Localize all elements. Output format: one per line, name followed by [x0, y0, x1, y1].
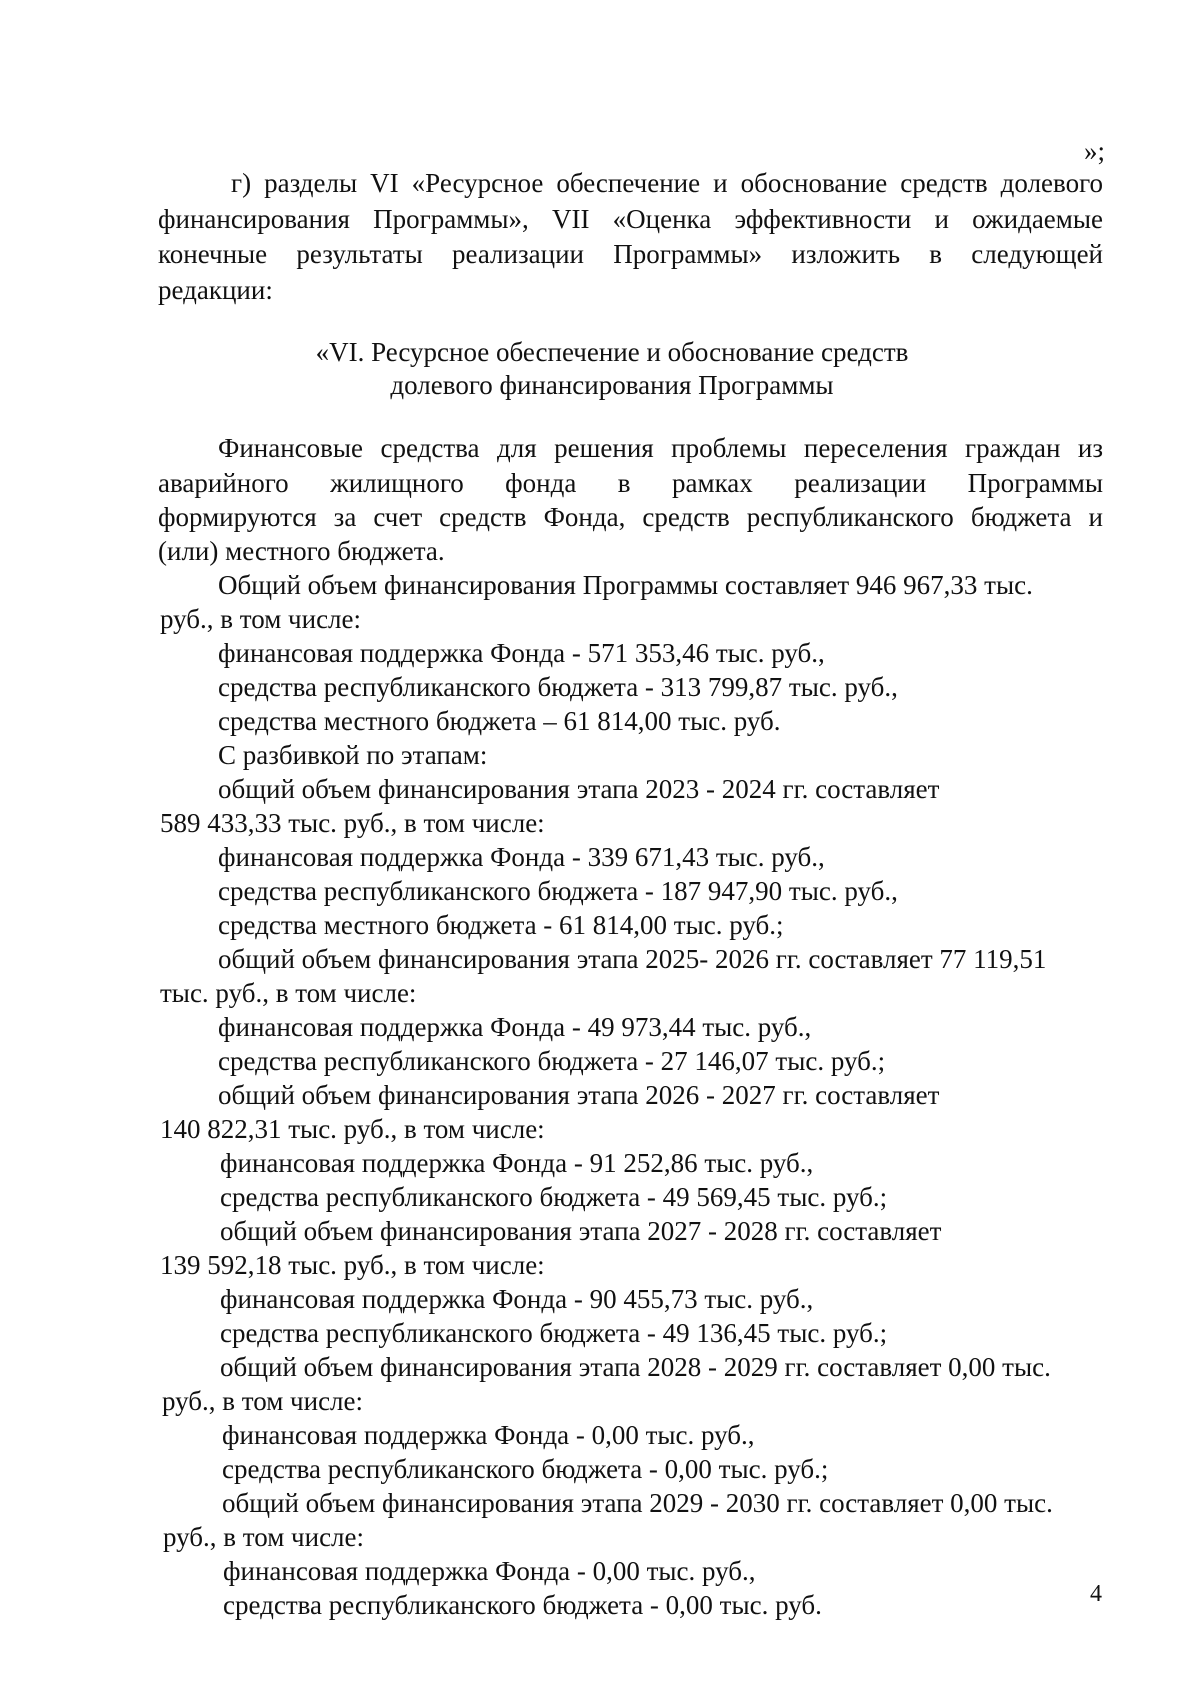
section-heading-line-1: «VI. Ресурсное обеспечение и обоснование средств: [315, 337, 909, 367]
body-line: средства республиканского бюджета - 49 569,45 тыс. руб.;: [220, 1182, 888, 1212]
intro-line: г) разделы VI «Ресурсное обеспечение и обоснование средств долевого: [231, 168, 1103, 198]
body-line: руб., в том числе:: [163, 1522, 365, 1552]
paragraph-line: Финансовые средства для решения проблемы переселения граждан из: [218, 433, 1103, 463]
body-line: финансовая поддержка Фонда - 339 671,43 тыс. руб.,: [218, 842, 825, 872]
stage-line: общий объем финансирования этапа 2023 - 2024 гг. составляет: [218, 774, 940, 804]
stage-line: общий объем финансирования этапа 2025- 2026 гг. составляет 77 119,51: [218, 944, 1047, 974]
body-line: средства местного бюджета - 61 814,00 тыс. руб.;: [218, 910, 784, 940]
body-line: финансовая поддержка Фонда - 571 353,46 тыс. руб.,: [218, 638, 825, 668]
body-line: средства республиканского бюджета - 313 799,87 тыс. руб.,: [218, 672, 898, 702]
body-line: средства местного бюджета – 61 814,00 тыс. руб.: [218, 706, 781, 736]
body-line: руб., в том числе:: [160, 604, 362, 634]
body-line: средства республиканского бюджета - 0,00 тыс. руб.: [223, 1590, 822, 1620]
paragraph-line: формируются за счет средств Фонда, средств республиканского бюджета и: [158, 502, 1103, 532]
intro-line: редакции:: [158, 275, 273, 305]
stage-line: общий объем финансирования этапа 2027 - 2028 гг. составляет: [220, 1216, 942, 1246]
body-line: руб., в том числе:: [162, 1386, 364, 1416]
paragraph-line: аварийного жилищного фонда в рамках реализации Программы: [158, 468, 1103, 498]
page-number: 4: [1090, 1581, 1102, 1607]
body-line: финансовая поддержка Фонда - 0,00 тыс. руб.,: [223, 1556, 756, 1586]
body-line: финансовая поддержка Фонда - 0,00 тыс. руб.,: [222, 1420, 755, 1450]
body-line: средства республиканского бюджета - 187 947,90 тыс. руб.,: [218, 876, 898, 906]
intro-line: конечные результаты реализации Программы» изложить в следующей: [158, 239, 1103, 269]
body-line: 139 592,18 тыс. руб., в том числе:: [160, 1250, 545, 1280]
body-line: 589 433,33 тыс. руб., в том числе:: [160, 808, 545, 838]
body-line: 140 822,31 тыс. руб., в том числе:: [160, 1114, 545, 1144]
body-line: средства республиканского бюджета - 0,00 тыс. руб.;: [222, 1454, 829, 1484]
body-line: финансовая поддержка Фонда - 49 973,44 тыс. руб.,: [218, 1012, 812, 1042]
closing-quote-mark: »;: [1083, 136, 1105, 166]
stage-line: общий объем финансирования этапа 2028 - 2029 гг. составляет 0,00 тыс.: [220, 1352, 1051, 1382]
intro-line: финансирования Программы», VII «Оценка эффективности и ожидаемые: [158, 204, 1103, 234]
body-line: средства республиканского бюджета - 27 146,07 тыс. руб.;: [218, 1046, 886, 1076]
body-line: финансовая поддержка Фонда - 91 252,86 тыс. руб.,: [220, 1148, 814, 1178]
body-line: финансовая поддержка Фонда - 90 455,73 тыс. руб.,: [220, 1284, 814, 1314]
stage-line: общий объем финансирования этапа 2026 - 2027 гг. составляет: [218, 1080, 940, 1110]
body-line: С разбивкой по этапам:: [218, 740, 488, 770]
section-heading-line-2: долевого финансирования Программы: [390, 370, 834, 400]
total-financing-line: Общий объем финансирования Программы составляет 946 967,33 тыс.: [218, 570, 1033, 600]
stage-line: общий объем финансирования этапа 2029 - 2030 гг. составляет 0,00 тыс.: [222, 1488, 1053, 1518]
paragraph-line: (или) местного бюджета.: [158, 536, 445, 566]
body-line: тыс. руб., в том числе:: [160, 978, 417, 1008]
body-line: средства республиканского бюджета - 49 136,45 тыс. руб.;: [220, 1318, 888, 1348]
